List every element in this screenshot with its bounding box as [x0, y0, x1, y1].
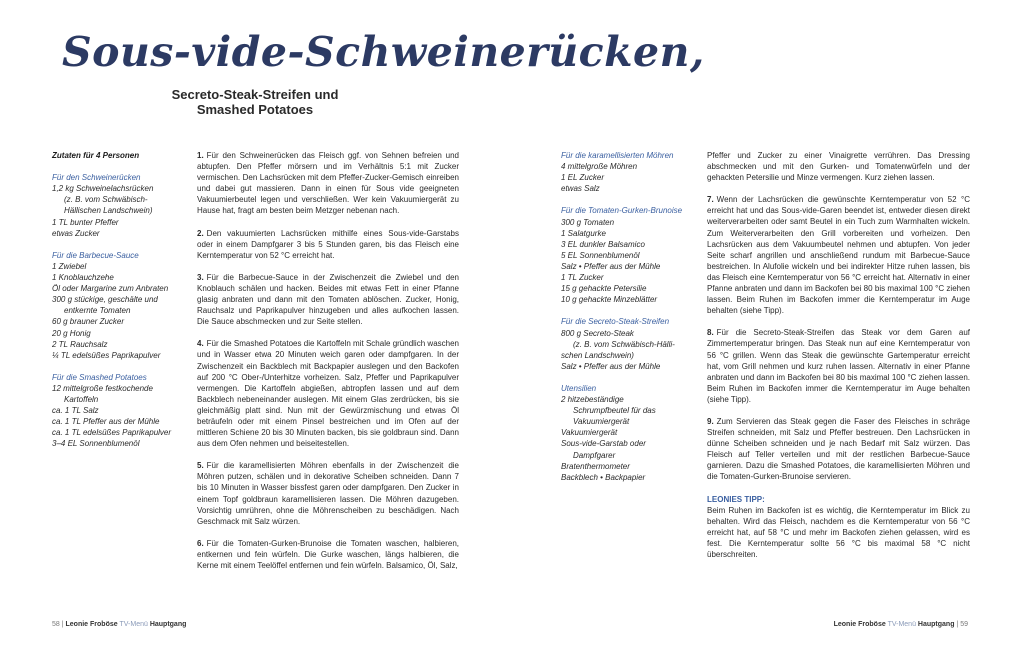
step-number: 7. [707, 195, 714, 205]
step-number: 5. [197, 461, 204, 471]
ingredients-column-right [561, 150, 701, 483]
ingredient-line: 60 g brauner Zucker [52, 317, 125, 327]
ingredient-line: 1 TL bunter Pfeffer [52, 217, 119, 227]
step-text: Pfeffer und Zucker zu einer Vinaigrette verrühren. Das Dressing abschmecken und mit den Gurken- und Tomatenwürfeln und der gehackten Petersilie und Minze vermengen. Kurz ziehen lassen. [707, 151, 970, 183]
tip-text: Beim Ruhen im Backofen ist es wichtig, die Kerntemperatur im Blick zu behalten. Wird das Fleisch, nachdem es die Kerntemperatur von 56 °C erreicht hat, auf 58 °C und mehr im Backofen ziehen gelassen, wird es fest. Die Kerntemperatur sollte 56 °C bis maximal 58 °C nicht überschreiten. [707, 505, 970, 559]
ingredient-section-heading: Für die karamellisierten Möhren [561, 151, 674, 160]
ingredient-line: Schrumpfbeutel für das [573, 406, 656, 416]
ingredient-section-heading: Für die Barbecue-Sauce [52, 250, 139, 260]
step-number: 1. [197, 151, 204, 160]
ingredient-spacer [561, 305, 701, 316]
recipe-step [197, 538, 459, 571]
recipe-subtitle: Secreto-Steak-Streifen und Smashed Potatoes [171, 87, 339, 117]
ingredient-spacer [52, 239, 192, 250]
tip-heading: LEONIES TIPP: [707, 494, 765, 504]
step-text: Für die Secreto-Steak-Streifen das Steak vor dem Garen auf Zimmertemperatur bringen. Das Steak nun auf eine Kerntemperatur von 56 °C grillen. Wenn das Steak die gewünschte Gartemperatur erreicht hat, vom Grill nehmen und kurz ruhen lassen. Alternativ in einer Pfanne anbraten und dann im Backofen bei 80 bis maximal 100 °C ziehen lassen. Beim Ruhen im Backofen immer die Kerntemperatur im Auge behalten (siehe Tipp). [707, 328, 970, 404]
ingredient-line: Hällischen Landschwein) [64, 206, 153, 216]
ingredient-line: 20 g Honig [52, 328, 91, 338]
ingredient-section-heading: Für die Secreto-Steak-Streifen [561, 317, 670, 327]
ingredient-line: (z. B. vom Schwäbisch- [64, 195, 148, 205]
step-text: Wenn der Lachsrücken die gewünschte Kerntemperatur von 52 °C erreicht hat und das Sous-vide-Garen beendet ist, entweder diesen direkt weiterverarbeiten oder samt Beutel in ein Tuch zum Warmhalten wickeln. Zum Weiterverarbeiten den Grill vorbereiten und vorheizen. Den Lachsrücken aus dem Vakuumbeutel nehmen und abtupfen. Von jeder Seite scharf angrillen und anschließend rundum mit Barbecue-Sauce bestreichen. In Alufolie wickeln und bei indirekter Hitze ruhen lassen, bis das Fleisch eine Kerntemperatur von 56 °C erreicht hat. Alternativ in einer Pfanne anbraten und dann im Backofen bei 80 bis maximal 100 °C ziehen lassen. Beim Ruhen im Backofen immer die Kerntemperatur im Auge behalten (siehe Tipp). [707, 195, 970, 316]
steps-column-left [197, 150, 459, 582]
page-number-left: 58 [52, 621, 60, 628]
step-text: Für die karamellisierten Möhren ebenfalls in der Zwischenzeit die Möhren putzen, schälen und in dekorative Scheiben schneiden. Dann 7 bis 10 Minuten in Wasser bissfest garen oder dampfgaren. Den Zucker in einem Topf goldbraun karamellisieren lassen. Die Möhren dazugeben. Vorsichtig umrühren, ohne die Möhrenscheiben zu beschädigen. Nach Geschmack mit Salz würzen. [197, 461, 459, 526]
ingredient-spacer [561, 194, 701, 205]
ingredient-line: 1 EL Zucker [561, 173, 604, 183]
ingredient-line: Backblech • Backpapier [561, 472, 646, 482]
ingredient-spacer [52, 361, 192, 372]
footer-series-left: TV-Menü [119, 621, 148, 628]
footer-left: 58 | Leonie Froböse TV-Menü Hauptgang [52, 621, 187, 628]
ingredient-line: ca. 1 TL edelsüßes Paprikapulver [52, 428, 172, 438]
ingredient-line: 1 Zwiebel [52, 261, 87, 271]
step-text: Den vakuumierten Lachsrücken mithilfe eines Sous-vide-Garstabs oder in einem Dampfgarer 3 bis 5 Stunden garen, bis das Fleisch eine Kerntemperatur von 52 °C erreicht hat. [197, 228, 459, 260]
footer-series-right: TV-Menü [887, 621, 916, 628]
ingredient-line: 2 hitzebeständige [561, 395, 624, 405]
ingredient-line: 300 g stückige, geschälte und [52, 295, 158, 305]
step-text: Für die Barbecue-Sauce in der Zwischenzeit die Zwiebel und den Knoblauch schälen und hacken. Beides mit etwas Fett in einer Pfanne glasig anbraten und dann mit den Tomaten ablöschen. Zucker, Honig, Rauchsalz und Paprikapulver hinzugeben und alles aufkochen lassen. Die Sauce abschmecken und zur Seite stellen. [197, 272, 459, 327]
step-text: Für den Schweinerücken das Fleisch ggf. von Sehnen befreien und abtupfen. Den Pfeffer mörsern und im Verhältnis 5:1 mit Zucker vermischen. Den Lachsrücken mit dem Pfeffer-Zucker-Gemisch einreiben und dabei gut massieren. Dann in einen für Sous vide geeigneten Vakuumierbeutel legen und verschließen. Wer kein Vakuumiergerät zu Hause hat, fragt am besten beim Metzger nebenan nach. [197, 151, 459, 216]
recipe-step [707, 416, 970, 483]
ingredient-line: etwas Zucker [52, 228, 100, 238]
footer-section-left: Hauptgang [149, 621, 187, 628]
recipe-step [707, 150, 970, 183]
ingredient-line: 1 TL Zucker [561, 273, 604, 283]
ingredient-line: 15 g gehackte Petersilie [561, 284, 647, 294]
step-number: 8. [707, 328, 714, 338]
step-text: Für die Smashed Potatoes die Kartoffeln mit Schale gründlich waschen und in Wasser etwa 20 Minuten weich garen oder dampfgaren. In der Zwischenzeit ein Backblech mit Backpapier auslegen und den Backofen auf 200 °C Ober-/Unterhitze vorheizen. Salz, Pfeffer und Paprikapulver vermengen. Die Kartoffeln abgießen, abtropfen lassen und auf dem Backblech nebeneinander auslegen. Mit einem Glas zerdrücken, bis sie gleichmäßig platt sind. Nun mit der Gewürzmischung und etwas Öl beträufeln oder mit einem Pinsel bestreichen und im Ofen auf der mittleren Schiene 20 bis 30 Minuten backen, bis sie goldbraun sind. Dann aus dem Ofen nehmen und beiseitestellen. [197, 339, 459, 449]
ingredient-spacer [561, 372, 701, 383]
step-number: 9. [707, 416, 714, 426]
ingredient-line: 5 EL Sonnenblumenöl [561, 250, 640, 260]
footer-author-right: Leonie Froböse [833, 621, 886, 628]
ingredients-column-left [52, 150, 192, 450]
ingredient-line: Vakuumiergerät [573, 417, 630, 427]
ingredient-line: Salz • Pfeffer aus der Mühle [561, 361, 661, 371]
recipe-step [197, 272, 459, 327]
recipe-step [197, 150, 459, 217]
step-text: Zum Servieren das Steak gegen die Faser des Fleisches in schräge Streifen schneiden, mit Salz und Pfeffer bestreuen. Den Lachsrücken in dünne Scheiben schneiden und je nach Bedarf mit Salz würzen. Das Fleisch auf Teller verteilen und mit der restlichen Barbecue-Sauce garnieren. Dazu die Smashed Potatoes, die karamellisierten Möhren und die Tomaten-Gurken-Brunoise servieren. [707, 416, 970, 482]
ingredient-section-heading: Utensilien [561, 383, 597, 393]
ingredient-line: Bratenthermometer [561, 461, 630, 471]
ingredient-line: etwas Salz [561, 184, 600, 194]
step-number: 2. [197, 228, 204, 238]
ingredient-line: 3 EL dunkler Balsamico [561, 239, 645, 249]
ingredient-line: 1,2 kg Schweinelachsrücken [52, 184, 154, 194]
servings-heading: Zutaten für 4 Personen [52, 151, 140, 160]
recipe-step [197, 228, 459, 261]
ingredient-line: ¼ TL edelsüßes Paprikapulver [52, 350, 161, 360]
ingredient-line: 2 TL Rauchsalz [52, 339, 108, 349]
ingredient-line: 1 Salatgurke [561, 228, 606, 238]
ingredient-line: ca. 1 TL Salz [52, 406, 99, 416]
step-text: Für die Tomaten-Gurken-Brunoise die Tomaten waschen, halbieren, entkernen und fein würfeln. Die Gurke waschen, längs halbieren, die Kerne mit einem Teelöffel entfernen und fein würfeln. Balsamico, Öl, Salz, [197, 538, 459, 570]
ingredient-line: 300 g Tomaten [561, 217, 615, 227]
ingredient-spacer [52, 161, 192, 172]
footer-author-left: Leonie Froböse [65, 621, 118, 628]
steps-list-right [707, 150, 970, 483]
steps-column-right [707, 150, 970, 571]
recipe-title: Sous-vide-Schweinerücken, [62, 28, 705, 76]
step-number: 4. [197, 339, 204, 349]
ingredient-line: Kartoffeln [64, 395, 99, 405]
step-number: 6. [197, 538, 204, 548]
ingredient-line: 1 Knoblauchzehe [52, 273, 114, 283]
ingredient-line: entkernte Tomaten [64, 306, 131, 316]
ingredient-line: Vakuumiergerät [561, 428, 618, 438]
ingredient-section-heading: Für die Smashed Potatoes [52, 372, 147, 382]
ingredient-line: Dampfgarer [573, 450, 616, 460]
ingredient-line: schen Landschwein) [561, 350, 634, 360]
ingredient-line: 3–4 EL Sonnenblumenöl [52, 439, 140, 449]
recipe-step [707, 194, 970, 316]
ingredient-section-heading: Für den Schweinerücken [52, 173, 141, 183]
recipe-step [197, 338, 459, 449]
ingredient-section-heading: Für die Tomaten-Gurken-Brunoise [561, 206, 683, 216]
recipe-step [197, 460, 459, 527]
ingredient-line: ca. 1 TL Pfeffer aus der Mühle [52, 417, 160, 427]
ingredient-line: 4 mittelgroße Möhren [561, 162, 638, 172]
ingredient-line: 800 g Secreto-Steak [561, 328, 634, 338]
ingredient-line: Sous-vide-Garstab oder [561, 439, 646, 449]
ingredient-line: Öl oder Margarine zum Anbraten [52, 284, 169, 294]
recipe-step [707, 327, 970, 405]
ingredient-line: (z. B. vom Schwäbisch-Hälli- [573, 339, 675, 349]
ingredient-line: Salz • Pfeffer aus der Mühle [561, 261, 661, 271]
footer-right: Leonie Froböse TV-Menü Hauptgang | 59 [833, 621, 968, 628]
page-number-right: 59 [960, 621, 968, 628]
footer-section-right: Hauptgang [917, 621, 955, 628]
step-number: 3. [197, 272, 204, 282]
ingredient-line: 12 mittelgroße festkochende [52, 383, 153, 393]
ingredient-line: 10 g gehackte Minzeblätter [561, 295, 658, 305]
